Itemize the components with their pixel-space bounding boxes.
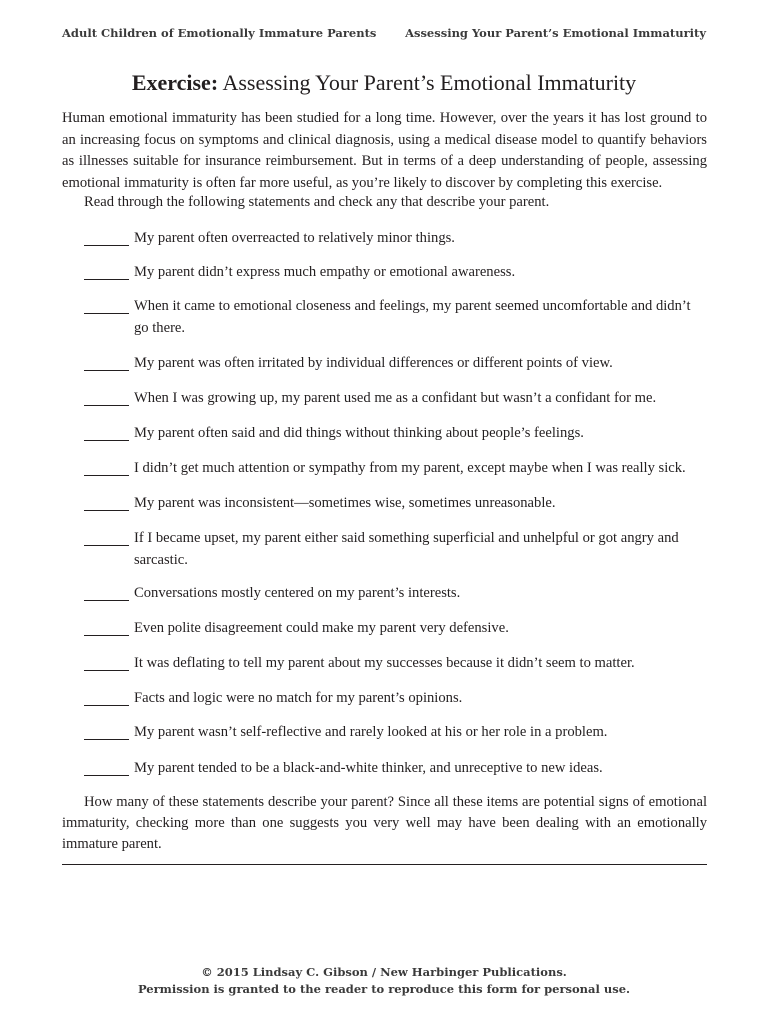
instruction-paragraph: Read through the following statements and check any that describe your parent. [84, 194, 550, 210]
page-title [0, 68, 768, 98]
check-blank[interactable] [84, 653, 129, 671]
checklist-item-text: My parent often overreacted to relatively minor things. [134, 230, 455, 246]
checklist-item-text: I didn’t get much attention or sympathy from my parent, except maybe when I was really sick. [134, 460, 686, 476]
check-blank[interactable] [84, 688, 129, 706]
checklist-item-text: My parent didn’t express much empathy or emotional awareness. [134, 264, 516, 280]
check-blank[interactable] [84, 758, 129, 776]
checklist-item-text: My parent tended to be a black-and-white thinker, and unreceptive to new ideas. [134, 760, 603, 776]
check-blank[interactable] [84, 528, 129, 546]
checklist-item-text: It was deflating to tell my parent about my successes because it didn’t seem to matter. [134, 655, 635, 671]
checklist-item [84, 528, 708, 571]
check-blank[interactable] [84, 296, 129, 314]
permission-notice: Permission is granted to the reader to reproduce this form for personal use. [137, 982, 631, 996]
checklist-item [84, 228, 708, 250]
check-blank[interactable] [84, 618, 129, 636]
closing-paragraph: How many of these statements describe your parent? Since all these items are potential signs of emotional immaturity, checking more than one suggests you very well may have been dealing with an emotionally immature parent. [62, 794, 707, 852]
checklist-item [84, 296, 708, 339]
checklist-item-text: Facts and logic were no match for my parent’s opinions. [134, 690, 463, 706]
checklist-item [84, 618, 708, 640]
checklist-item [84, 722, 708, 744]
check-blank[interactable] [84, 262, 129, 280]
footer [0, 964, 768, 998]
checklist-item [84, 758, 708, 780]
check-blank[interactable] [84, 493, 129, 511]
checklist-item-text: When I was growing up, my parent used me as a confidant but wasn’t a confidant for me. [134, 390, 657, 406]
checklist-item-text: My parent wasn’t self-reflective and rarely looked at his or her role in a problem. [134, 724, 608, 740]
running-head [62, 26, 706, 42]
checklist-item-text: My parent was often irritated by individual differences or different points of view. [134, 355, 613, 371]
check-blank[interactable] [84, 353, 129, 371]
checklist-item [84, 458, 708, 480]
checklist-item-text: If I became upset, my parent either said something superficial and unhelpful or got angry and sarcastic. [134, 530, 679, 568]
intro-paragraph: Human emotional immaturity has been studied for a long time. However, over the years it has lost ground to an increasing focus on symptoms and clinical diagnosis, using a medical disease model to quantify behaviors as illnesses suitable for insurance reimbursement. But in terms of a deep understanding of people, assessing emotional immaturity is often far more useful, as you’re likely to discover by completing this exercise. [62, 110, 707, 192]
checklist-item-text: Even polite disagreement could make my parent very defensive. [134, 620, 509, 636]
checklist-item [84, 353, 708, 375]
divider [62, 864, 707, 865]
page-title-text: Assessing Your Parent’s Emotional Immaturity [222, 70, 637, 95]
check-blank[interactable] [84, 388, 129, 406]
running-head-book-title: Adult Children of Emotionally Immature Parents [62, 26, 377, 40]
checklist-item-text: When it came to emotional closeness and feelings, my parent seemed uncomfortable and didn’t go there. [134, 298, 691, 336]
checklist-item [84, 262, 708, 284]
checklist-item-text: My parent was inconsistent—sometimes wise, sometimes unreasonable. [134, 495, 556, 511]
check-blank[interactable] [84, 228, 129, 246]
checklist-item [84, 688, 708, 710]
checklist-item [84, 388, 708, 410]
checklist-item [84, 653, 708, 675]
page-title-label: Exercise: [131, 70, 219, 95]
checklist-item-text: Conversations mostly centered on my parent’s interests. [134, 585, 461, 601]
running-head-chapter-title: Assessing Your Parent’s Emotional Immaturity [405, 26, 706, 40]
check-blank[interactable] [84, 583, 129, 601]
copyright-notice: © 2015 Lindsay C. Gibson / New Harbinger Publications. [201, 965, 567, 979]
check-blank[interactable] [84, 423, 129, 441]
check-blank[interactable] [84, 458, 129, 476]
checklist-item [84, 493, 708, 515]
checklist-item-text: My parent often said and did things without thinking about people’s feelings. [134, 425, 584, 441]
checklist-item [84, 423, 708, 445]
check-blank[interactable] [84, 722, 129, 740]
checklist-item [84, 583, 708, 605]
